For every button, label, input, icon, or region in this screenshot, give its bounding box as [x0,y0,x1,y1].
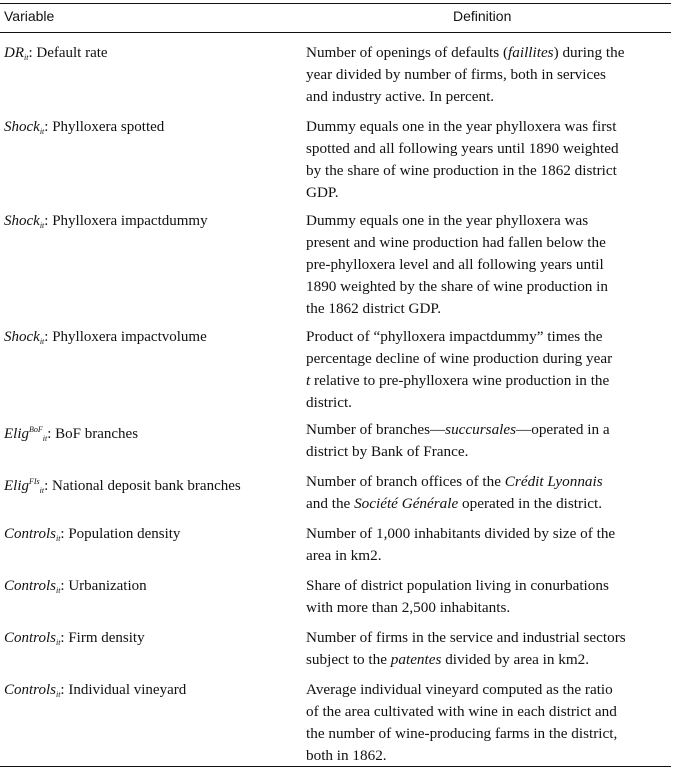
definition-line [306,441,670,463]
variable-label: : Phylloxera impactdummy [44,213,208,229]
definition-line [306,298,670,320]
header-variable: Variable [4,8,55,24]
definition-line [306,232,670,254]
variable-label: : Individual vineyard [60,682,187,698]
variable-subscript: it [55,690,61,699]
definition-line [306,138,670,160]
variable-cell [4,471,296,502]
definition-text: area in km2. [306,547,382,564]
variable-cell [4,42,296,69]
definition-text: percentage decline of wine production during year [306,350,613,367]
definition-line [306,160,670,182]
definition-cell [306,42,670,108]
variable-symbol: Elig [4,426,29,442]
definition-line [306,493,670,515]
variable-subscript: it [55,638,61,647]
variable-symbol: Controls [4,682,56,698]
table-header-rule [0,32,671,33]
definition-text: both in 1862. [306,747,387,764]
definition-line [306,627,670,649]
definition-line [306,545,670,567]
definition-text: operated in the district. [458,495,603,512]
variable-superscript: FIs [29,477,40,486]
variable-cell [4,210,296,237]
definition-text: relative to pre-phylloxera wine production in the [310,372,610,389]
variable-subscript: it [39,127,45,136]
variable-label: : Urbanization [60,578,147,594]
definition-italic-text: t [306,372,311,389]
definition-text: Product of “phylloxera impactdummy” times the [306,328,603,345]
definition-text: district by Bank of France. [306,443,469,460]
definition-cell [306,471,670,515]
definition-cell [306,326,670,414]
definition-italic-text: faillites [508,44,554,61]
definition-text: Dummy equals one in the year phylloxera was [306,212,589,229]
definition-text: divided by area in km2. [441,651,590,668]
variable-cell [4,116,296,143]
definition-line [306,723,670,745]
variable-cell [4,523,296,550]
definition-line [306,370,670,392]
definition-text: pre-phylloxera level and all following years until [306,256,604,273]
definition-line [306,116,670,138]
variable-subscript: it [39,337,45,346]
definition-text: spotted and all following years until 1890 weighted [306,140,619,157]
definition-text: and industry active. In percent. [306,88,495,105]
variable-label: : Phylloxera impactvolume [44,329,207,345]
variable-subscript: it [42,434,48,443]
variable-symbol: Controls [4,578,56,594]
variable-symbol: DR [4,45,24,61]
variable-symbol: Controls [4,526,56,542]
definition-line [306,276,670,298]
variable-subscript: it [55,586,61,595]
definition-line [306,392,670,414]
variable-symbol: Shock [4,213,40,229]
definition-text: Share of district population living in conurbations [306,577,609,594]
variable-cell [4,679,296,706]
definition-text: Number of openings of defaults ( [306,44,509,61]
definition-line [306,701,670,723]
definition-text: subject to the [306,651,391,668]
definition-text: present and wine production had fallen below the [306,234,606,251]
variable-label: : BoF branches [47,426,139,442]
definition-text: Number of 1,000 inhabitants divided by size of the [306,525,616,542]
definition-text: 1890 weighted by the share of wine production in [306,278,608,295]
variable-symbol: Elig [4,478,29,494]
variable-symbol: Shock [4,119,40,135]
definition-line [306,64,670,86]
definition-cell [306,419,670,463]
variable-cell [4,419,296,450]
definition-line [306,348,670,370]
definition-line [306,471,670,493]
definition-text: the 1862 district GDP. [306,300,441,317]
definition-text: the number of wine-producing farms in the district, [306,725,618,742]
definition-text: Dummy equals one in the year phylloxera was first [306,118,617,135]
definition-line [306,597,670,619]
variable-symbol: Shock [4,329,40,345]
definition-line [306,649,670,671]
variable-subscript: it [24,53,29,62]
definition-text: GDP. [306,184,339,201]
definition-text: Number of branches— [306,421,446,438]
definition-text: —operated in a [516,421,610,438]
variable-cell [4,326,296,353]
definition-cell [306,116,670,204]
definition-italic-text: Crédit Lyonnais [504,473,603,490]
variable-label: : Population density [60,526,181,542]
variable-label: : Firm density [60,630,145,646]
variable-label: : National deposit bank branches [44,478,241,494]
definition-italic-text: patentes [390,651,442,668]
definition-italic-text: succursales [445,421,517,438]
variable-subscript: it [55,534,61,543]
definition-text: of the area cultivated with wine in each district and [306,703,617,720]
variable-subscript: it [39,221,45,230]
definition-line [306,679,670,701]
definition-line [306,182,670,204]
header-definition: Definition [453,8,512,24]
definition-line [306,745,670,767]
definition-cell [306,627,670,671]
variable-label: : Phylloxera spotted [44,119,165,135]
definition-line [306,86,670,108]
definition-cell [306,575,670,619]
definition-cell [306,523,670,567]
variable-subscript: it [39,486,45,495]
definition-italic-text: Société Générale [354,495,459,512]
definition-line [306,326,670,348]
variable-superscript: BoF [29,425,43,434]
table-top-rule [0,3,671,4]
variable-cell [4,627,296,654]
definition-cell [306,679,670,767]
definition-line [306,523,670,545]
definition-text: by the share of wine production in the 1862 district [306,162,617,179]
definition-line [306,419,670,441]
definition-text: Average individual vineyard computed as the ratio [306,681,613,698]
definition-text: district. [306,394,352,411]
definition-line [306,575,670,597]
definition-line [306,210,670,232]
definition-text: Number of branch offices of the [306,473,505,490]
definition-line [306,42,670,64]
table-bottom-rule [0,766,671,767]
variable-symbol: Controls [4,630,56,646]
definition-text: ) during the [553,44,625,61]
definition-text: and the [306,495,355,512]
definition-text: Number of firms in the service and industrial sectors [306,629,626,646]
definition-text: year divided by number of firms, both in services [306,66,606,83]
definition-text: with more than 2,500 inhabitants. [306,599,511,616]
variable-cell [4,575,296,602]
variable-label: : Default rate [28,45,108,61]
definition-line [306,254,670,276]
definition-cell [306,210,670,320]
